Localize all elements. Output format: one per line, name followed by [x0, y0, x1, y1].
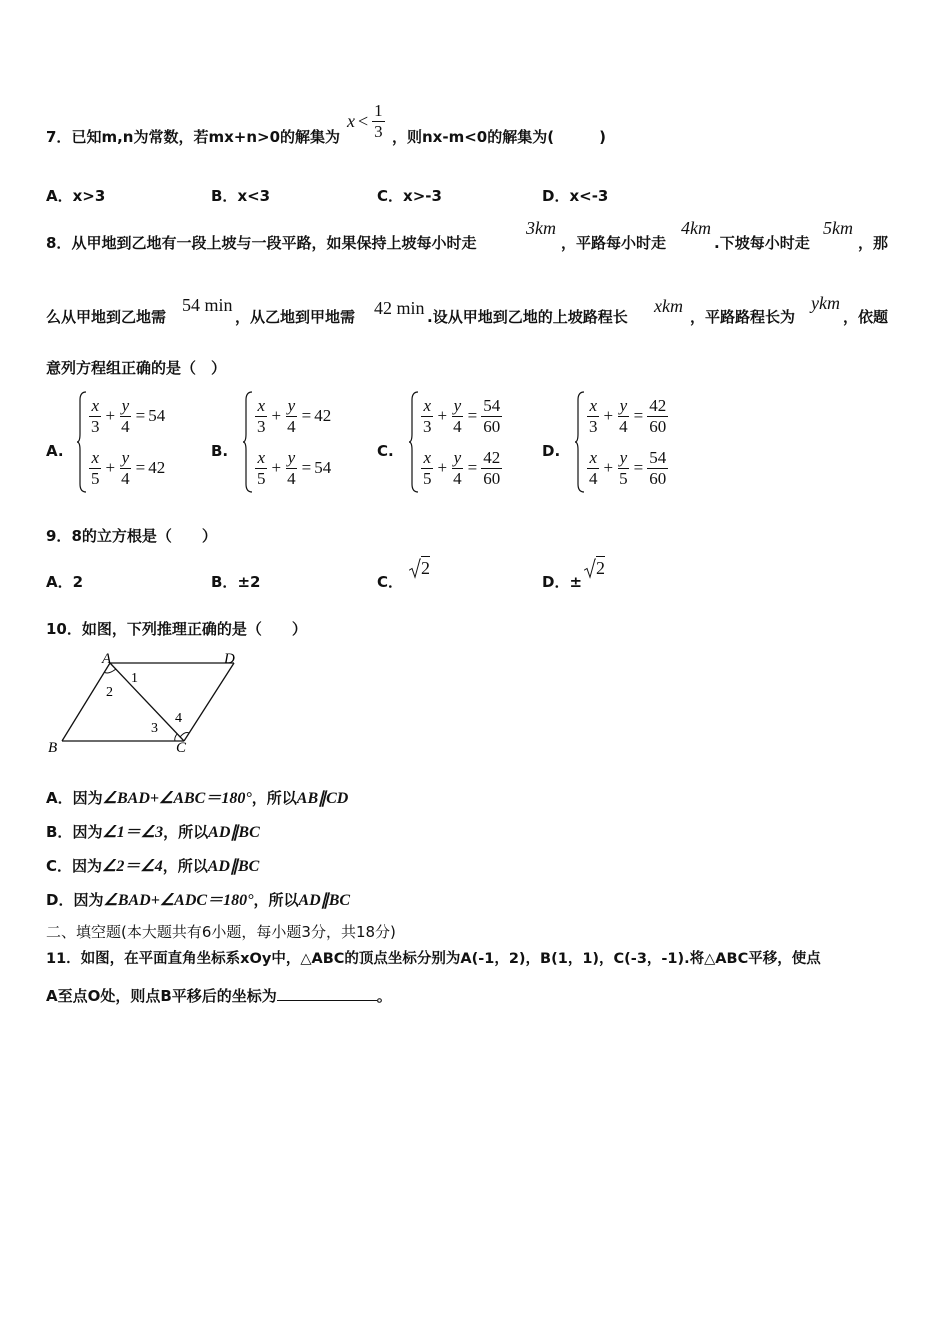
q7-option-d[interactable]: [542, 185, 608, 206]
vertex-label-c: C: [176, 740, 187, 756]
q8-option-d-label[interactable]: D.: [542, 442, 561, 460]
q7-cond-denominator: 3: [374, 121, 383, 141]
radicand: 2: [421, 558, 430, 578]
option-text: x>-3: [403, 187, 442, 205]
q8-option-c-system[interactable]: [408, 390, 518, 494]
q7-cond-op: <: [358, 110, 369, 131]
q8-line1-c: .下坡每小时走: [714, 234, 810, 252]
answer-blank[interactable]: [277, 985, 377, 1001]
q8-option-c-label[interactable]: C.: [377, 442, 394, 460]
q8-number: 8．: [46, 234, 72, 252]
left-brace-icon: [242, 390, 254, 494]
q8-speed-up: 3km: [526, 218, 556, 238]
left-brace-icon: [408, 390, 420, 494]
q7-cond-numerator: 1: [374, 101, 383, 120]
q10-number: 10．: [46, 620, 82, 638]
q7-stem: [46, 126, 340, 147]
left-brace-icon: [574, 390, 586, 494]
q10-option-b[interactable]: B．因为∠1＝∠3，所以AD∥BC: [46, 823, 260, 841]
left-brace-icon: [76, 390, 88, 494]
q8-line2-c: .设从甲地到乙地的上坡路程长: [427, 308, 628, 326]
equation-row: $\frac{x}{4}$ + $\frac{y}{5}$ = $\frac{54}{60}$: [589, 447, 667, 488]
q7-cond-fraction: [372, 102, 385, 141]
q11-line2: [46, 985, 392, 1006]
q9-option-a[interactable]: [46, 571, 83, 592]
q8-option-a-system[interactable]: [76, 390, 186, 494]
option-label: D．: [542, 573, 570, 591]
option-label: A．: [46, 187, 73, 205]
option-label: D．: [542, 187, 570, 205]
q8-time-2: 42 min: [374, 298, 425, 318]
q9-option-c-label[interactable]: C．: [377, 573, 404, 591]
q8-option-d-system[interactable]: [574, 390, 684, 494]
q9-option-b[interactable]: [211, 571, 260, 592]
option-label: C．: [377, 187, 404, 205]
q8-line2-a: 么从甲地到乙地需: [46, 308, 167, 326]
angle-label-1: 1: [131, 671, 138, 686]
q8-time-1: 54 min: [182, 295, 233, 315]
equation-row: $\frac{x}{3}$ + $\frac{y}{4}$ = 54: [91, 395, 166, 436]
equation-row: $\frac{x}{3}$ + $\frac{y}{4}$ = $\frac{54}{60}$: [423, 395, 501, 436]
equation-row: $\frac{x}{5}$ + $\frac{y}{4}$ = $\frac{42}{60}$: [423, 447, 501, 488]
q9-text: 8的立方根是（ ）: [71, 527, 217, 545]
plus-minus: ±: [569, 573, 583, 591]
q10-stem: [46, 618, 307, 639]
q8-var-x: xkm: [654, 296, 683, 316]
q8-option-b-label[interactable]: B.: [211, 442, 229, 460]
option-label: A．: [46, 573, 73, 591]
q7-option-c[interactable]: [377, 185, 442, 206]
q7-cond-var: x: [347, 110, 355, 131]
q8-var-y: ykm: [811, 293, 840, 313]
q11-line1: [46, 947, 821, 968]
q8-speed-flat: 4km: [681, 218, 711, 238]
q9-number: 9．: [46, 527, 72, 545]
parallelogram-figure: [44, 648, 254, 760]
q8-line3: 意列方程组正确的是（ ）: [46, 359, 227, 377]
radicand: 2: [596, 558, 605, 578]
angle-label-3: 3: [151, 721, 158, 736]
equation-row: $\frac{x}{5}$ + $\frac{y}{4}$ = 42: [91, 447, 166, 488]
equation-row: $\frac{x}{3}$ + $\frac{y}{4}$ = 42: [257, 395, 332, 436]
q7-number: 7．: [46, 128, 72, 146]
q8-line2-e: ，依题: [843, 308, 889, 326]
q7-stem-end: ，则nx-m<0的解集为( ): [392, 128, 606, 146]
q11-end: 。: [376, 987, 392, 1005]
q8-text: 从甲地到乙地有一段上坡与一段平路，如果保持上坡每小时走: [71, 234, 477, 252]
q9-option-d[interactable]: [542, 571, 582, 592]
angle-label-2: 2: [106, 685, 113, 700]
q8-line1-a: [46, 232, 476, 253]
q8-line2-b: ，从乙地到甲地需: [235, 308, 356, 326]
vertex-label-a: A: [102, 651, 112, 667]
angle-label-4: 4: [175, 711, 182, 726]
equation-row: $\frac{x}{3}$ + $\frac{y}{4}$ = $\frac{42}{60}$: [589, 395, 667, 436]
q8-option-a-label[interactable]: A.: [46, 442, 64, 460]
q10-option-c[interactable]: C．因为∠2＝∠4，所以AD∥BC: [46, 857, 260, 875]
option-label: B．: [211, 573, 238, 591]
vertex-label-d: D: [224, 651, 235, 667]
option-text: ±2: [237, 573, 261, 591]
q9-option-c-radical: [409, 558, 430, 579]
q9-stem: [46, 525, 217, 546]
q11-number: 11．: [46, 951, 81, 967]
option-text: x>3: [72, 187, 106, 205]
q8-option-b-system[interactable]: [242, 390, 352, 494]
q8-line1-d: ，那: [858, 234, 889, 252]
q7-condition: [347, 102, 386, 141]
vertex-label-b: B: [48, 740, 58, 756]
radical-sign-icon: [409, 558, 421, 579]
q9-option-d-radical: [584, 558, 605, 579]
option-label: B．: [211, 187, 238, 205]
q11-text-2: A至点O处，则点B平移后的坐标为: [46, 987, 277, 1005]
q10-option-d[interactable]: D．因为∠BAD+∠ADC＝180°，所以AD∥BC: [46, 891, 351, 909]
q7-option-b[interactable]: [211, 185, 270, 206]
q7-text-a: 已知m,n为常数，若mx+n>0的解集为: [71, 128, 341, 146]
q7-option-a[interactable]: [46, 185, 105, 206]
q8-line1-b: ，平路每小时走: [561, 234, 667, 252]
equation-row: $\frac{x}{5}$ + $\frac{y}{4}$ = 54: [257, 447, 332, 488]
q11-text: 如图，在平面直角坐标系xOy中，△ABC的顶点坐标分别为A(-1，2)，B(1，1)，C(-3，-1).将△ABC平移，使点: [80, 951, 821, 967]
option-text: 2: [72, 573, 84, 591]
option-text: x<3: [237, 187, 271, 205]
q10-option-a[interactable]: A．因为∠BAD+∠ABC＝180°，所以AB∥CD: [46, 789, 349, 807]
q8-line2-d: ，平路路程长为: [690, 308, 796, 326]
section-2-title: 二、填空题(本大题共有6小题，每小题3分，共18分): [46, 923, 396, 941]
q10-text: 如图，下列推理正确的是（ ）: [81, 620, 307, 638]
radical-sign-icon: [584, 558, 596, 579]
q8-speed-down: 5km: [823, 218, 853, 238]
option-text: x<-3: [569, 187, 609, 205]
